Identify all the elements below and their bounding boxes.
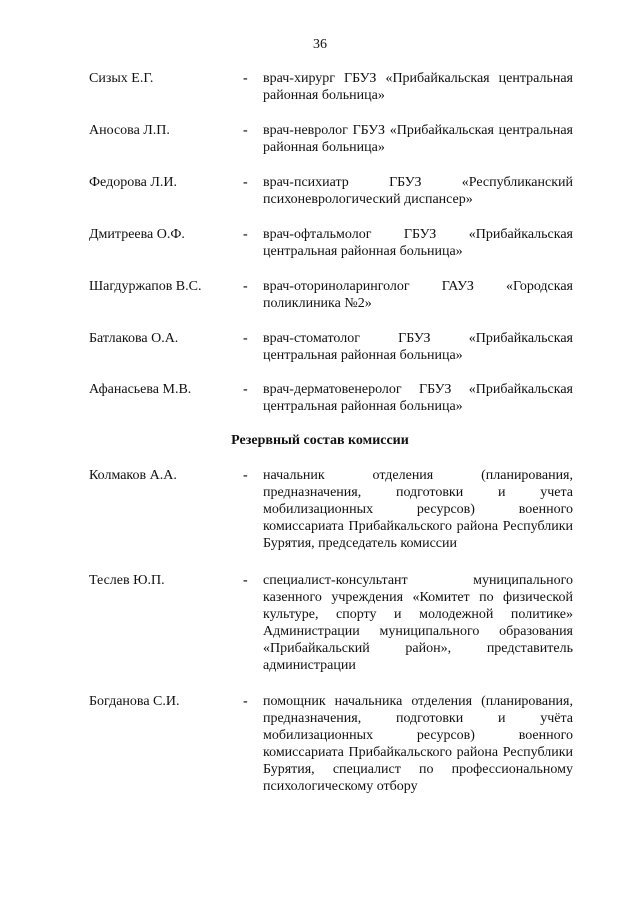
entry-dash: - xyxy=(243,468,248,483)
member-description: врач-психиатр ГБУЗ «Республиканский психоневрологический диспансер» xyxy=(263,175,573,207)
entry-dash: - xyxy=(243,279,248,294)
entry-dash: - xyxy=(243,227,248,242)
reserve-heading: Резервный состав комиссии xyxy=(231,433,409,448)
member-name: Колмаков А.А. xyxy=(89,468,177,483)
member-description: врач-хирург ГБУЗ «Прибайкальская центральная районная больница» xyxy=(263,71,573,103)
entry-dash: - xyxy=(243,71,248,86)
member-name: Афанасьева М.В. xyxy=(89,382,192,397)
entry-dash: - xyxy=(243,573,248,588)
entry-dash: - xyxy=(243,123,248,138)
member-description: специалист-консультант муниципального казенного учреждения «Комитет по физической культуре, спорту и молодежной политике» Администрации муниципального образования «Прибайкальский район», представитель администрации xyxy=(263,573,573,673)
page-number: 36 xyxy=(313,37,327,52)
member-description: врач-стоматолог ГБУЗ «Прибайкальская центральная районная больница» xyxy=(263,331,573,363)
entry-dash: - xyxy=(243,175,248,190)
member-name: Аносова Л.П. xyxy=(89,123,170,138)
member-name: Теслев Ю.П. xyxy=(89,573,165,588)
member-name: Федорова Л.И. xyxy=(89,175,177,190)
entry-dash: - xyxy=(243,382,248,397)
member-name: Дмитреева О.Ф. xyxy=(89,227,185,242)
member-description: врач-невролог ГБУЗ «Прибайкальская центральная районная больница» xyxy=(263,123,573,155)
member-description: врач-дерматовенеролог ГБУЗ «Прибайкальская центральная районная больница» xyxy=(263,382,573,414)
entry-dash: - xyxy=(243,694,248,709)
member-description: врач-офтальмолог ГБУЗ «Прибайкальская центральная районная больница» xyxy=(263,227,573,259)
member-name: Сизых Е.Г. xyxy=(89,71,154,86)
member-description: помощник начальника отделения (планирования, предназначения, подготовки и учёта мобилизационных ресурсов) военного комиссариата Прибайкальского района Республики Бурятия, специалист по профессиональному психологическому отбору xyxy=(263,694,573,794)
member-description: начальник отделения (планирования, предназначения, подготовки и учета мобилизационных ресурсов) военного комиссариата Прибайкальского района Республики Бурятия, председатель комиссии xyxy=(263,468,573,551)
member-name: Шагдуржапов В.С. xyxy=(89,279,202,294)
member-description: врач-оториноларинголог ГАУЗ «Городская поликлиника №2» xyxy=(263,279,573,311)
entry-dash: - xyxy=(243,331,248,346)
member-name: Батлакова О.А. xyxy=(89,331,179,346)
member-name: Богданова С.И. xyxy=(89,694,180,709)
